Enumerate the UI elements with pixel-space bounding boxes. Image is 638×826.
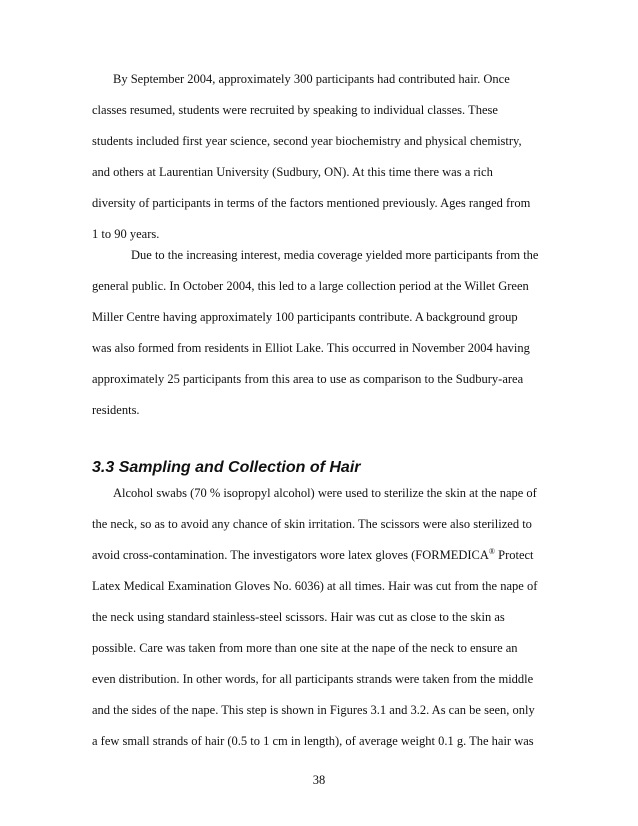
- para1-line-1: By September 2004, approximately 300 participants had contributed hair. Once: [113, 72, 510, 86]
- para3-line-3-tail: Protect: [495, 548, 534, 562]
- para3-line-2: the neck, so as to avoid any chance of skin irritation. The scissors were also sterilized to: [92, 517, 532, 531]
- section-heading: 3.3 Sampling and Collection of Hair: [92, 459, 361, 476]
- para1-line-6: 1 to 90 years.: [92, 227, 160, 241]
- para1-line-3: students included first year science, second year biochemistry and physical chemistry,: [92, 134, 522, 148]
- para2-line-4: was also formed from residents in Elliot Lake. This occurred in November 2004 having: [92, 341, 530, 355]
- para3-line-4: Latex Medical Examination Gloves No. 6036) at all times. Hair was cut from the nape of: [92, 579, 538, 593]
- para3-line-3: [92, 548, 552, 563]
- para3-line-8: and the sides of the nape. This step is shown in Figures 3.1 and 3.2. As can be seen, only: [92, 703, 535, 717]
- para2-line-3: Miller Centre having approximately 100 participants contribute. A background group: [92, 310, 518, 324]
- page-number: 38: [312, 773, 326, 787]
- para2-line-1: Due to the increasing interest, media coverage yielded more participants from the: [131, 248, 539, 262]
- para3-line-6: possible. Care was taken from more than one site at the nape of the neck to ensure an: [92, 641, 518, 655]
- para2-line-5: approximately 25 participants from this area to use as comparison to the Sudbury-area: [92, 372, 524, 386]
- para3-line-7: even distribution. In other words, for all participants strands were taken from the middle: [92, 672, 534, 686]
- para1-line-4: and others at Laurentian University (Sudbury, ON). At this time there was a rich: [92, 165, 493, 179]
- para2-line-2: general public. In October 2004, this led to a large collection period at the Willet Green: [92, 279, 529, 293]
- para3-line-3-text: avoid cross-contamination. The investigators wore latex gloves (FORMEDICA: [92, 548, 489, 562]
- para1-line-2: classes resumed, students were recruited by speaking to individual classes. These: [92, 103, 498, 117]
- para2-line-6: residents.: [92, 403, 140, 417]
- para1-line-5: diversity of participants in terms of the factors mentioned previously. Ages ranged from: [92, 196, 531, 210]
- para3-line-5: the neck using standard stainless-steel scissors. Hair was cut as close to the skin as: [92, 610, 505, 624]
- registered-mark: ®: [488, 547, 495, 556]
- para3-line-1: Alcohol swabs (70 % isopropyl alcohol) were used to sterilize the skin at the nape of: [113, 486, 537, 500]
- para3-line-9: a few small strands of hair (0.5 to 1 cm in length), of average weight 0.1 g. The hair was: [92, 734, 534, 748]
